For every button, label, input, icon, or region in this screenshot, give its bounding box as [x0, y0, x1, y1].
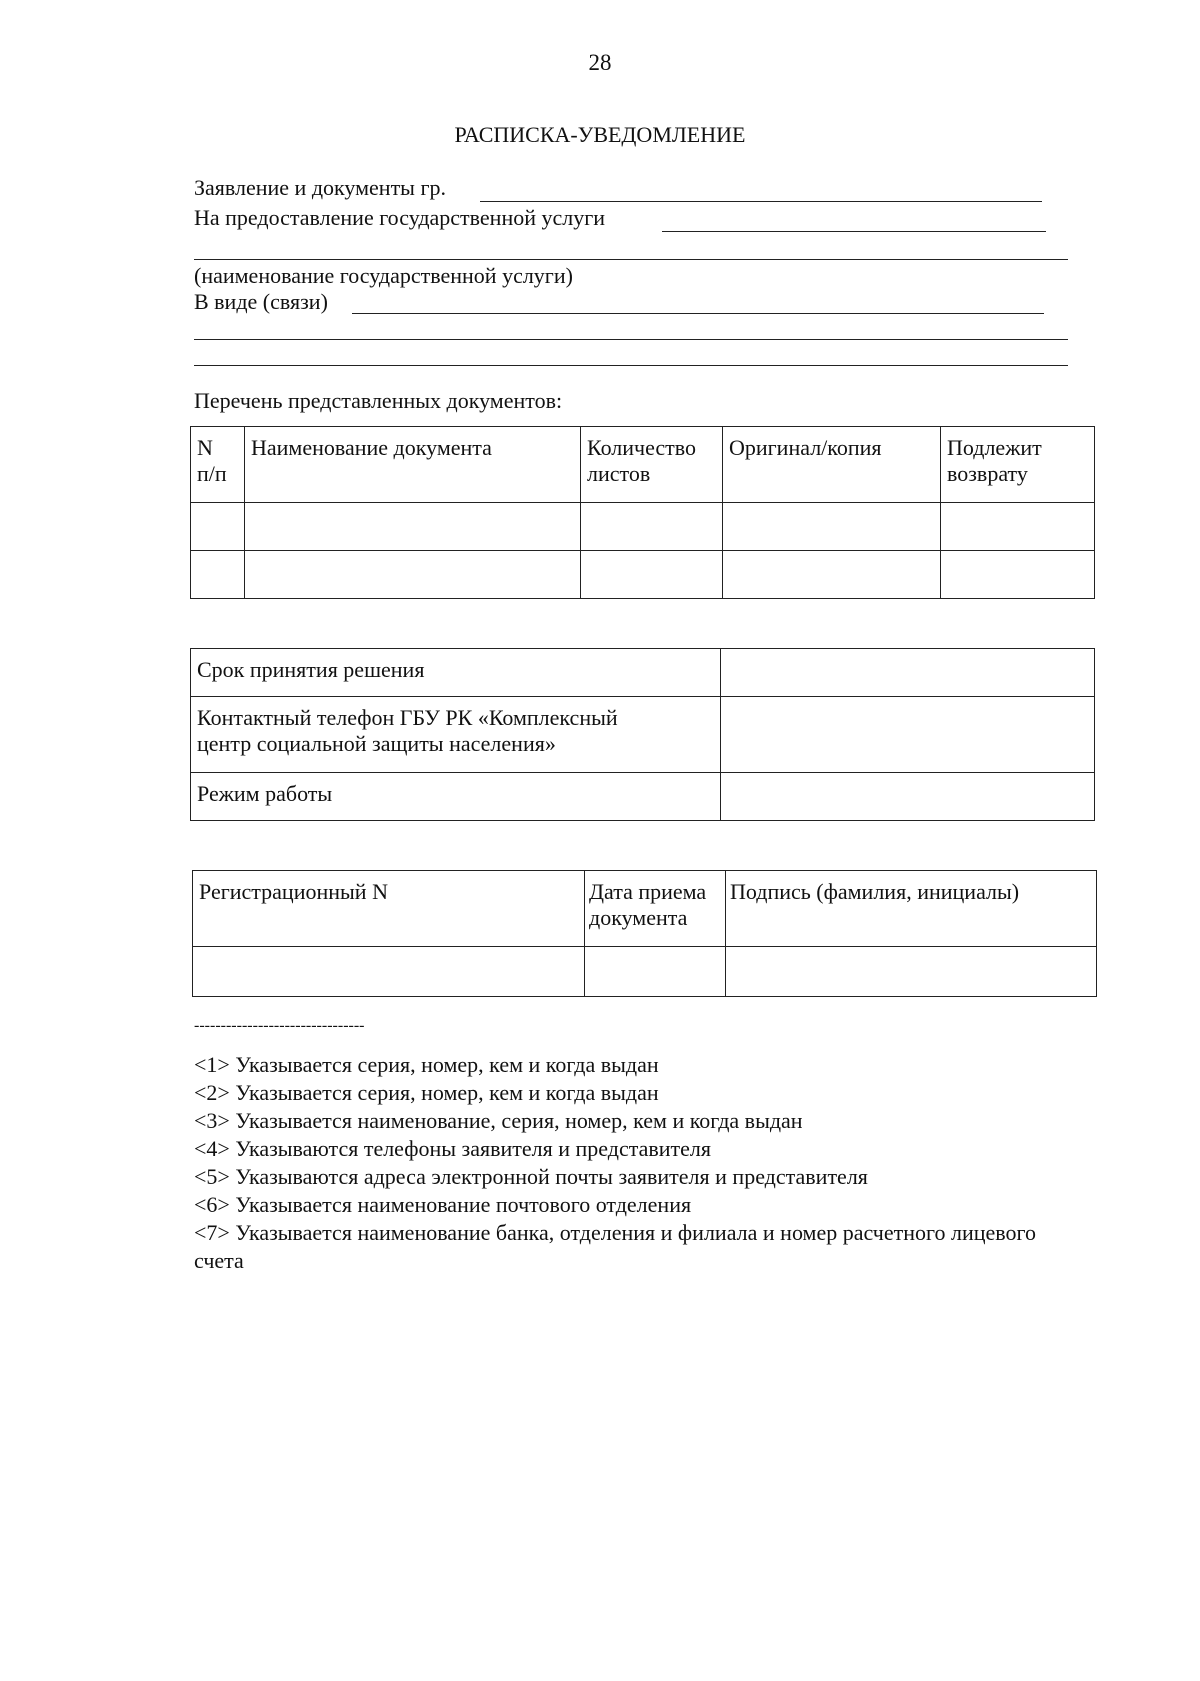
- table-row: [193, 947, 1097, 997]
- header-receipt-date: Дата приема документа: [585, 871, 726, 947]
- footnote-7-continuation: счета: [194, 1248, 244, 1273]
- document-title: РАСПИСКА-УВЕДОМЛЕНИЕ: [454, 122, 746, 147]
- service-label: На предоставление государственной услуги: [194, 205, 606, 230]
- deadline-row: [191, 649, 1095, 697]
- row2-count-cell[interactable]: [581, 551, 723, 599]
- footnote-2: <2> Указывается серия, номер, кем и когда выдан: [194, 1080, 659, 1105]
- deadline-label: Срок принятия решения: [191, 649, 721, 697]
- documents-header-row: [191, 427, 1095, 503]
- phone-value-cell[interactable]: [721, 697, 1095, 773]
- header-document-name: Наименование документа: [245, 427, 581, 503]
- receipt-date-cell[interactable]: [585, 947, 726, 997]
- table-row: [191, 551, 1095, 599]
- phone-label: Контактный телефон ГБУ РК «Комплексный центр социальной защиты населения»: [191, 697, 721, 773]
- applicant-blank[interactable]: [480, 201, 1042, 202]
- service-caption: (наименование государственной услуги): [194, 263, 573, 288]
- service-blank[interactable]: [662, 231, 1046, 232]
- signature-cell[interactable]: [726, 947, 1097, 997]
- form-label: В виде (связи): [194, 289, 328, 314]
- row2-number-cell[interactable]: [191, 551, 245, 599]
- extra-blank-1[interactable]: [194, 339, 1068, 340]
- deadline-value-cell[interactable]: [721, 649, 1095, 697]
- info-table: [190, 648, 1095, 821]
- hours-row: [191, 773, 1095, 821]
- header-signature: Подпись (фамилия, инициалы): [726, 871, 1097, 947]
- row2-original-cell[interactable]: [723, 551, 941, 599]
- footnote-1: <1> Указывается серия, номер, кем и когда выдан: [194, 1052, 659, 1077]
- row2-name-cell[interactable]: [245, 551, 581, 599]
- row1-return-cell[interactable]: [941, 503, 1095, 551]
- row1-number-cell[interactable]: [191, 503, 245, 551]
- hours-label: Режим работы: [191, 773, 721, 821]
- row2-return-cell[interactable]: [941, 551, 1095, 599]
- row1-name-cell[interactable]: [245, 503, 581, 551]
- footnote-7: <7> Указывается наименование банка, отделения и филиала и номер расчетного лицевого: [194, 1220, 1036, 1245]
- row1-original-cell[interactable]: [723, 503, 941, 551]
- hours-value-cell[interactable]: [721, 773, 1095, 821]
- phone-row: [191, 697, 1095, 773]
- header-original-copy: Оригинал/копия: [723, 427, 941, 503]
- header-sheet-count: Количество листов: [581, 427, 723, 503]
- footnote-5: <5> Указываются адреса электронной почты заявителя и представителя: [194, 1164, 868, 1189]
- row1-count-cell[interactable]: [581, 503, 723, 551]
- footnote-6: <6> Указывается наименование почтового отделения: [194, 1192, 692, 1217]
- footnote-separator: --------------------------------: [194, 1017, 365, 1034]
- service-name-blank[interactable]: [194, 259, 1068, 260]
- form-blank[interactable]: [352, 313, 1044, 314]
- table-row: [191, 503, 1095, 551]
- applicant-label: Заявление и документы гр.: [194, 175, 446, 200]
- footnote-3: <3> Указывается наименование, серия, номер, кем и когда выдан: [194, 1108, 803, 1133]
- registration-number-cell[interactable]: [193, 947, 585, 997]
- registration-header-row: [193, 871, 1097, 947]
- page-number: 28: [588, 50, 612, 75]
- header-number: N п/п: [191, 427, 245, 503]
- documents-table: [190, 426, 1095, 599]
- header-registration-number: Регистрационный N: [193, 871, 585, 947]
- registration-table: [192, 870, 1097, 997]
- documents-heading: Перечень представленных документов:: [194, 388, 563, 413]
- footnote-4: <4> Указываются телефоны заявителя и представителя: [194, 1136, 711, 1161]
- extra-blank-2[interactable]: [194, 365, 1068, 366]
- header-to-return: Подлежит возврату: [941, 427, 1095, 503]
